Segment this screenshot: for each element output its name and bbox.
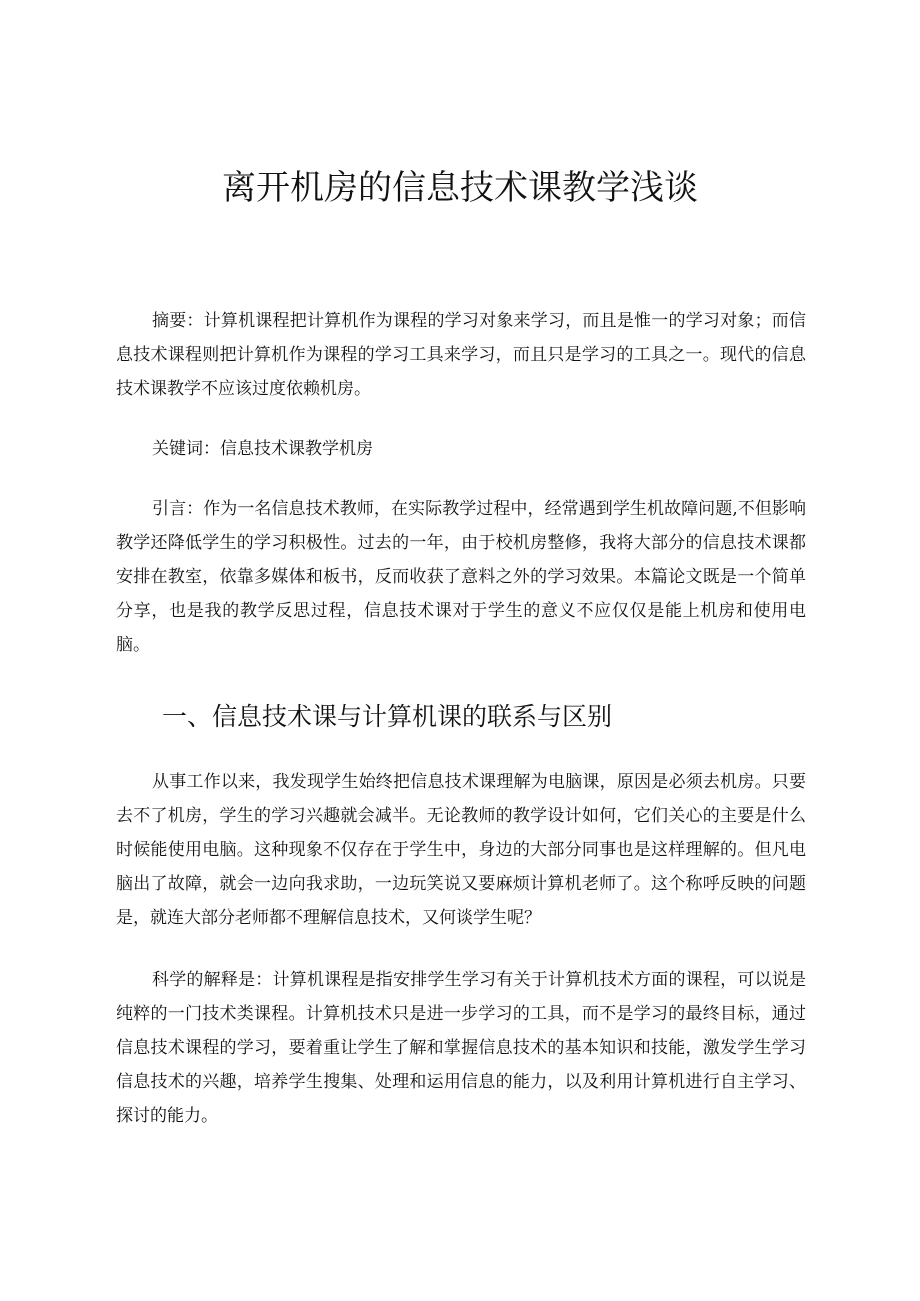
section-heading: 一、信息技术课与计算机课的联系与区别 [162, 702, 613, 731]
document-title: 离开机房的信息技术课教学浅谈 [222, 168, 698, 208]
section-paragraph-1: 从事工作以来，我发现学生始终把信息技术课理解为电脑课，原因是必须去机房。只要去不了机房，学生的学习兴趣就会减半。无论教师的教学设计如何，它们关心的主要是什么时候能使用电脑。这种现象不仅存在于学生中，身边的大部分同事也是这样理解的。但凡电脑出了故障，就会一边向我求助，一边玩笑说又要麻烦计算机老师了。这个称呼反映的问题是，就连大部分老师都不理解信息技术，又何谈学生呢？ [116, 772, 806, 928]
section-paragraph-2: 科学的解释是：计算机课程是指安排学生学习有关于计算机技术方面的课程，可以说是纯粹的一门技术类课程。计算机技术只是进一步学习的工具，而不是学习的最终目标，通过信息技术课程的学习，要着重让学生了解和掌握信息技术的基本知识和技能，激发学生学习信息技术的兴趣，培养学生搜集、处理和运用信息的能力，以及利用计算机进行自主学习、探讨的能力。 [116, 970, 806, 1126]
abstract-paragraph: 摘要：计算机课程把计算机作为课程的学习对象来学习，而且是惟一的学习对象；而信息技术课程则把计算机作为课程的学习工具来学习，而且只是学习的工具之一。现代的信息技术课教学不应该过度依赖机房。 [116, 311, 806, 399]
introduction-paragraph: 引言：作为一名信息技术教师，在实际教学过程中，经常遇到学生机故障问题,不但影响教学还降低学生的学习积极性。过去的一年，由于校机房整修，我将大部分的信息技术课都安排在教室，依靠多媒体和板书，反而收获了意料之外的学习效果。本篇论文既是一个简单分享，也是我的教学反思过程，信息技术课对于学生的意义不应仅仅是能上机房和使用电脑。 [116, 499, 806, 655]
keywords-paragraph: 关键词：信息技术课教学机房 [152, 439, 373, 459]
